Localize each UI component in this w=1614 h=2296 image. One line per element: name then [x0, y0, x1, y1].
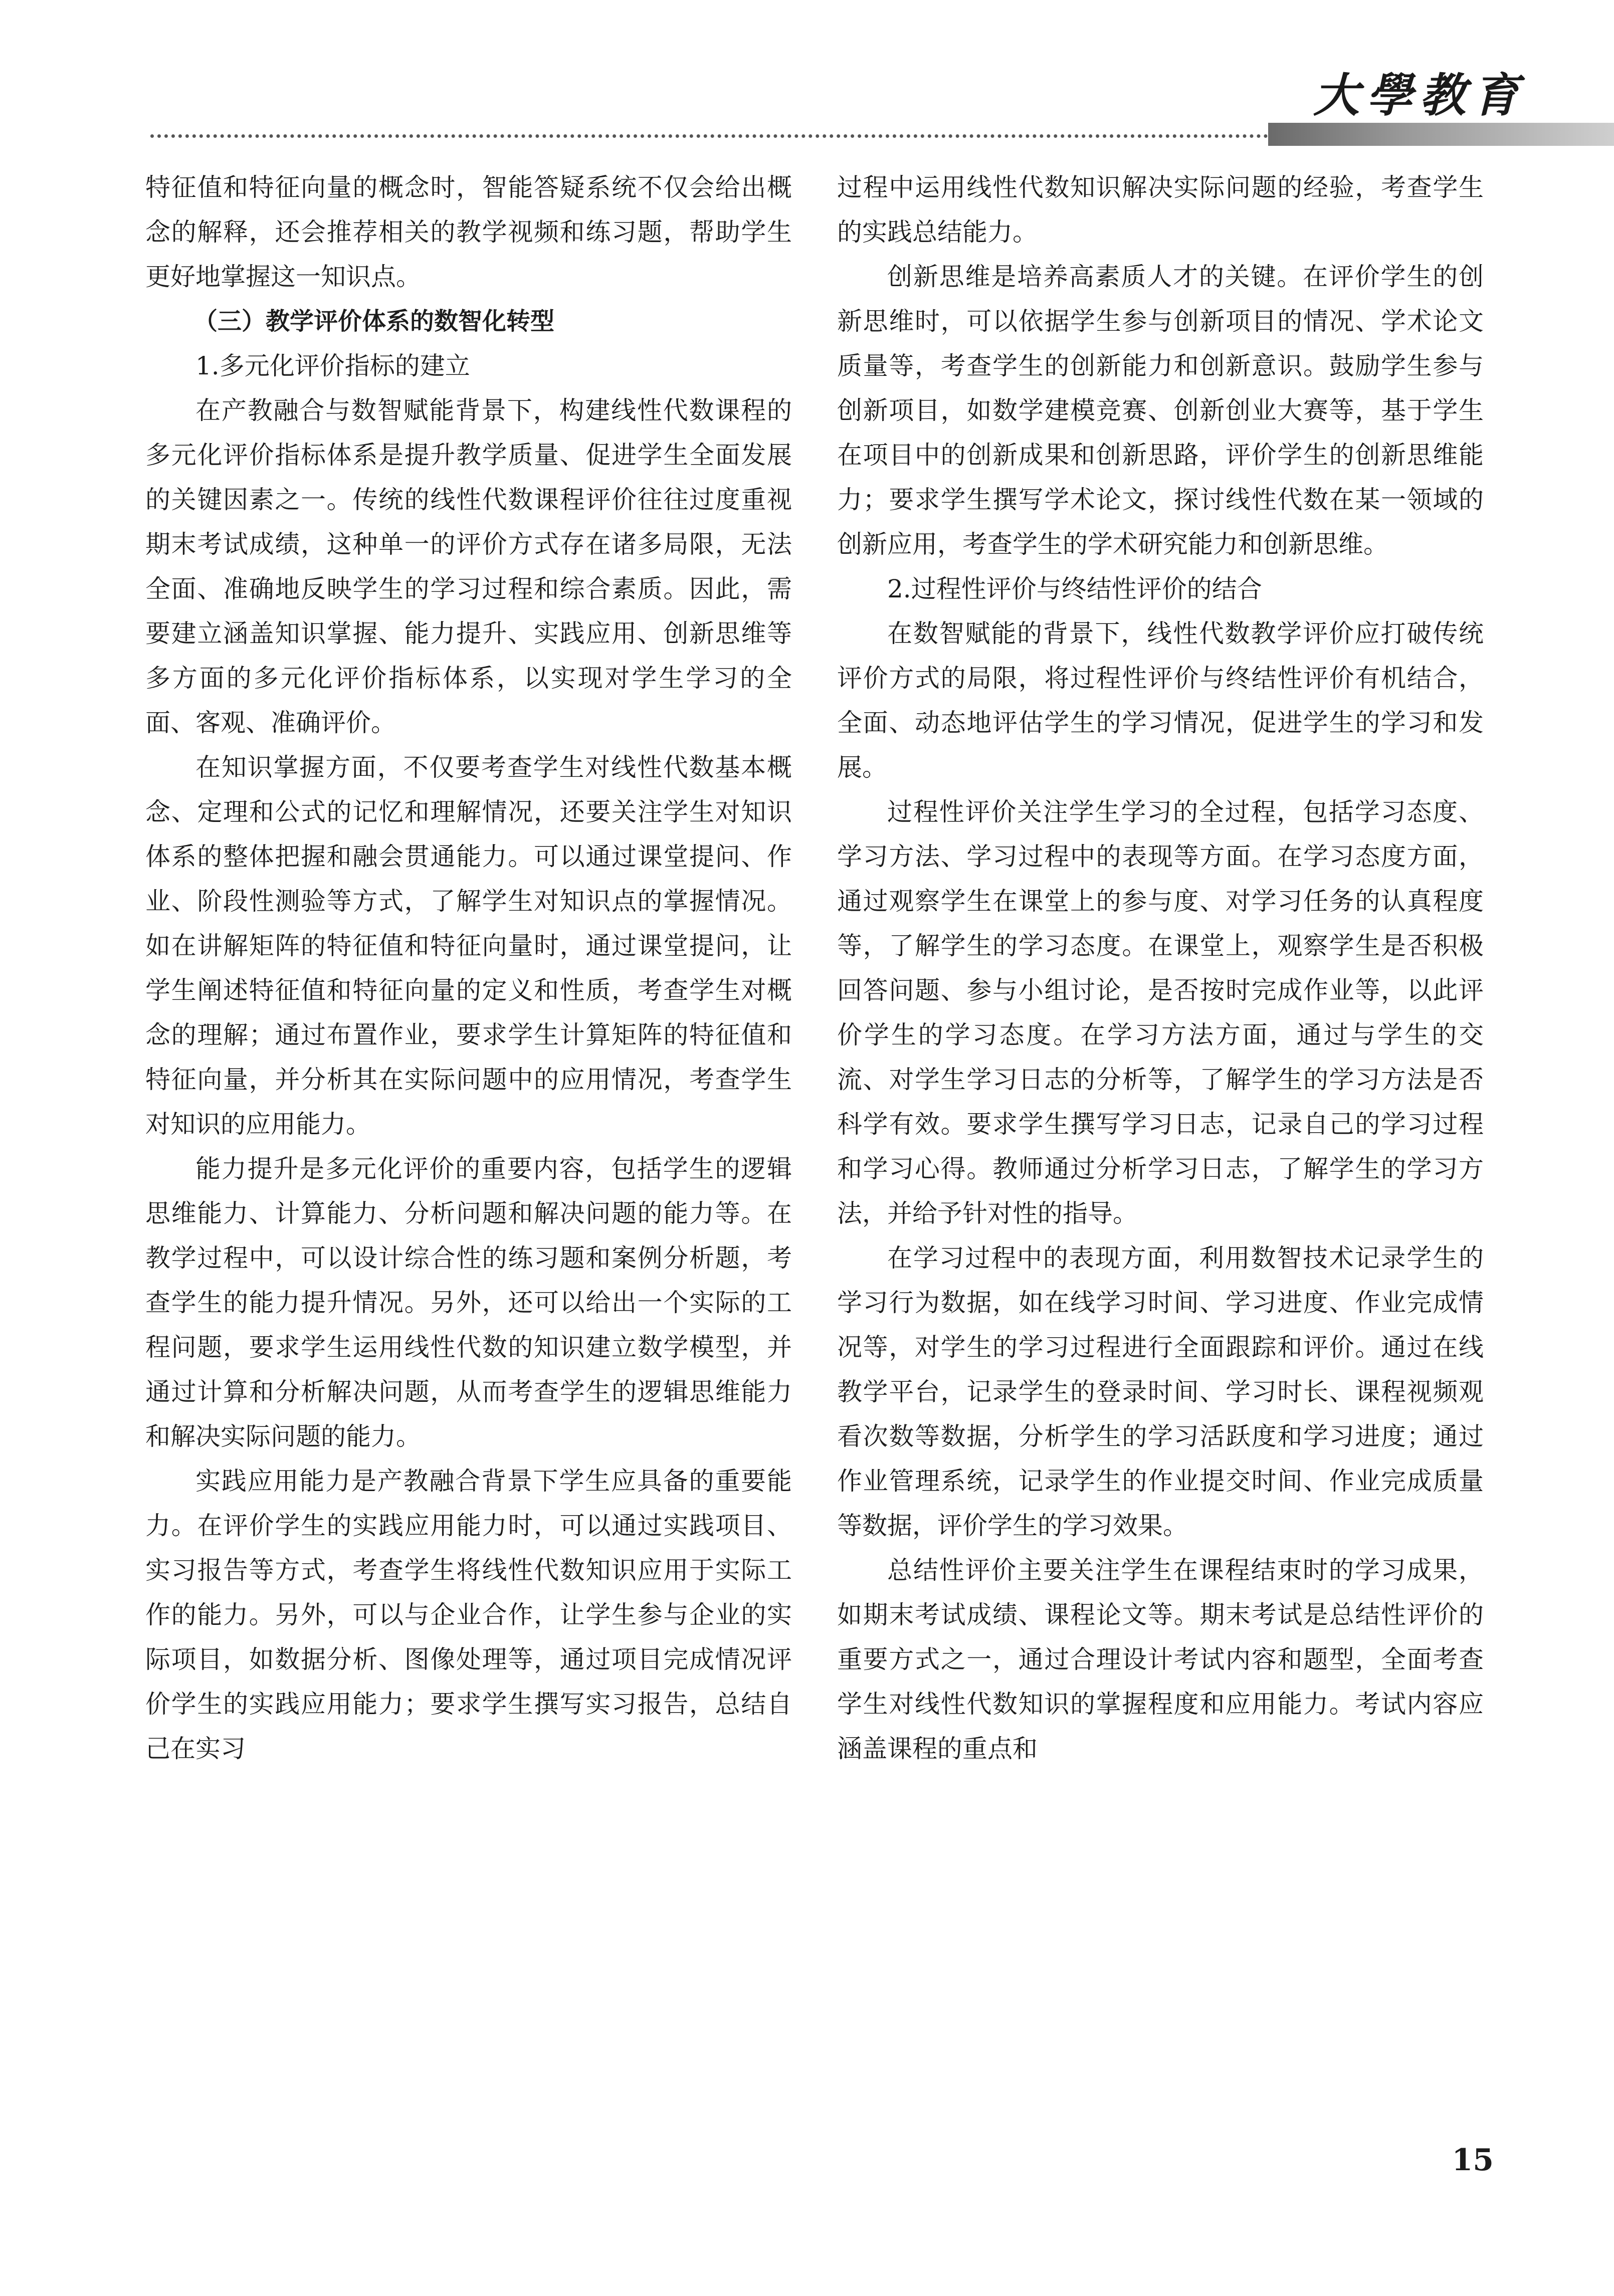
paragraph: 在知识掌握方面，不仅要考查学生对线性代数基本概念、定理和公式的记忆和理解情况，还要关注学生对知识体系的整体把握和融会贯通能力。可以通过课堂提问、作业、阶段性测验等方式，了解学生对知识点的掌握情况。如在讲解矩阵的特征值和特征向量时，通过课堂提问，让学生阐述特征值和特征向量的定义和性质，考查学生对概念的理解；通过布置作业，要求学生计算矩阵的特征值和特征向量，并分析其在实际问题中的应用情况，考查学生对知识的应用能力。 [145, 753, 792, 1139]
section-heading: （三）教学评价体系的数智化转型 [193, 307, 555, 335]
paragraph: 能力提升是多元化评价的重要内容，包括学生的逻辑思维能力、计算能力、分析问题和解决问题的能力等。在教学过程中，可以设计综合性的练习题和案例分析题，考查学生的能力提升情况。另外，还可以给出一个实际的工程问题，要求学生运用线性代数的知识建立数学模型，并通过计算和分析解决问题，从而考查学生的逻辑思维能力和解决实际问题的能力。 [145, 1154, 792, 1451]
header-dotted-rule [150, 134, 1268, 138]
paragraph: 创新思维是培养高素质人才的关键。在评价学生的创新思维时，可以依据学生参与创新项目的情况、学术论文质量等，考查学生的创新能力和创新意识。鼓励学生参与创新项目，如数学建模竞赛、创新创业大赛等，基于学生在项目中的创新成果和创新思路，评价学生的创新思维能力；要求学生撰写学术论文，探讨线性代数在某一领域的创新应用，考查学生的学术研究能力和创新思维。 [837, 262, 1484, 559]
header-gradient-bar [1268, 123, 1614, 146]
paragraph: 实践应用能力是产教融合背景下学生应具备的重要能力。在评价学生的实践应用能力时，可以通过实践项目、实习报告等方式，考查学生将线性代数知识应用于实际工作的能力。另外，可以与企业合作，让学生参与企业的实际项目，如数据分析、图像处理等，通过项目完成情况评价学生的实践应用能力；要求学生撰写实习报告，总结自己在实习 [145, 1467, 792, 1763]
left-column [145, 165, 792, 2145]
paragraph: 总结性评价主要关注学生在课程结束时的学习成果，如期末考试成绩、课程论文等。期末考试是总结性评价的重要方式之一，通过合理设计考试内容和题型，全面考查学生对线性代数知识的掌握程度和应用能力。考试内容应涵盖课程的重点和 [837, 1556, 1484, 1763]
paragraph: 过程性评价关注学生学习的全过程，包括学习态度、学习方法、学习过程中的表现等方面。在学习态度方面，通过观察学生在课堂上的参与度、对学习任务的认真程度等，了解学生的学习态度。在课堂上，观察学生是否积极回答问题、参与小组讨论，是否按时完成作业等，以此评价学生的学习态度。在学习方法方面，通过与学生的交流、对学生学习日志的分析等，了解学生的学习方法是否科学有效。要求学生撰写学习日志，记录自己的学习过程和学习心得。教师通过分析学习日志，了解学生的学习方法，并给予针对性的指导。 [837, 797, 1484, 1228]
paragraph: 在数智赋能的背景下，线性代数教学评价应打破传统评价方式的局限，将过程性评价与终结性评价有机结合，全面、动态地评估学生的学习情况，促进学生的学习和发展。 [837, 619, 1484, 782]
subheading: 1.多元化评价指标的建立 [195, 351, 470, 380]
journal-name-logo: 大學教育 [1313, 68, 1526, 122]
paragraph: 特征值和特征向量的概念时，智能答疑系统不仅会给出概念的解释，还会推荐相关的教学视频和练习题，帮助学生更好地掌握这一知识点。 [145, 173, 792, 291]
right-column [837, 165, 1484, 2145]
paragraph: 过程中运用线性代数知识解决实际问题的经验，考查学生的实践总结能力。 [837, 173, 1484, 247]
page-number: 15 [1452, 2143, 1494, 2178]
subheading: 2.过程性评价与终结性评价的结合 [887, 574, 1262, 603]
paragraph: 在学习过程中的表现方面，利用数智技术记录学生的学习行为数据，如在线学习时间、学习进度、作业完成情况等，对学生的学习过程进行全面跟踪和评价。通过在线教学平台，记录学生的登录时间、学习时长、课程视频观看次数等数据，分析学生的学习活跃度和学习进度；通过作业管理系统，记录学生的作业提交时间、作业完成质量等数据，评价学生的学习效果。 [837, 1243, 1484, 1540]
paragraph: 在产教融合与数智赋能背景下，构建线性代数课程的多元化评价指标体系是提升教学质量、促进学生全面发展的关键因素之一。传统的线性代数课程评价往往过度重视期末考试成绩，这种单一的评价方式存在诸多局限，无法全面、准确地反映学生的学习过程和综合素质。因此，需要建立涵盖知识掌握、能力提升、实践应用、创新思维等多方面的多元化评价指标体系，以实现对学生学习的全面、客观、准确评价。 [145, 396, 792, 737]
